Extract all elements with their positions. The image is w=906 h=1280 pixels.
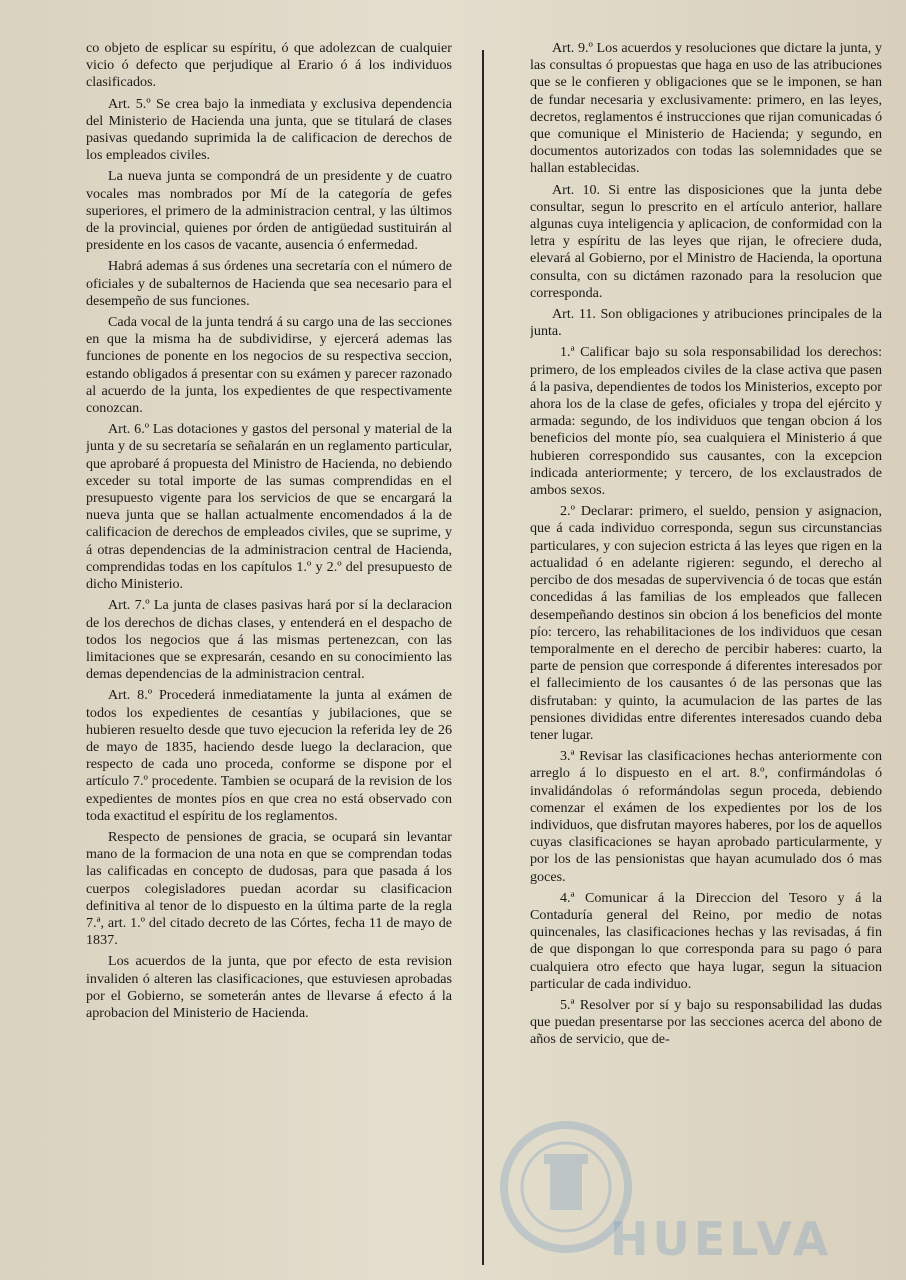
list-item-paragraph: 5.ª Resolver por sí y bajo su responsabilidad las dudas que puedan presentarse por las secciones acerca del abono de años de servicio, que de- xyxy=(530,996,882,1048)
paragraph: Art. 7.º La junta de clases pasivas hará por sí la declaracion de los derechos de dichas clases, y entenderá en el despacho de todos los negocios que á las mismas pertenezcan, con las limitaciones que se expresarán, cesando en su conocimiento las demas dependencias de la administracion central. xyxy=(86,597,452,683)
text-column-right xyxy=(530,40,882,1274)
paragraph: La nueva junta se compondrá de un presidente y de cuatro vocales mas nombrados por Mí de la categoría de gefes superiores, el primero de la administracion central, y las últimos de la provincial, quienes por órden de antigüedad sustituirán al presidente en los casos de vacante, ausencia ó enfermedad. xyxy=(86,168,452,254)
paragraph: Art. 5.º Se crea bajo la inmediata y exclusiva dependencia del Ministerio de Hacienda una junta, que se titulará de clases pasivas quedando suprimida la de calificacion de derechos de los empleados civiles. xyxy=(86,95,452,164)
paragraph: Respecto de pensiones de gracia, se ocupará sin levantar mano de la formacion de una nota en que se comprendan todas las calificadas en concepto de dudosas, para que pasada á los cuerpos colegisladores puedan acordar su clasificacion definitiva al tenor de lo dispuesto en la última parte de la regla 7.ª, art. 1.º del citado decreto de las Córtes, fecha 11 de mayo de 1837. xyxy=(86,828,452,949)
paragraph: Art. 10. Si entre las disposiciones que la junta debe consultar, segun lo prescrito en el artículo anterior, hallare algunas cuya inteligencia y aplicacion, de conformidad con la letra y espíritu de las leyes que rijan, le ofreciere duda, elevará al Gobierno, por el Ministro de Hacienda, la oportuna consulta, con su dictámen razonado para la resolucion que corresponda. xyxy=(530,181,882,301)
list-item-paragraph: 3.ª Revisar las clasificaciones hechas anteriormente con arreglo á lo dispuesto en el art. 8.º, confirmándolas ó invalidándolas ó reformándolas segun proceda, debiendo comenzar el exámen de los expedientes por los de los individuos, que disfrutan mayores haberes, por los de aquellos cuyas clasificaciones se hayan aprobado particularmente, y por los de las pensionistas que hayan acumulado dos ó mas goces. xyxy=(530,748,882,885)
watermark-text: HUELVA xyxy=(610,1212,833,1266)
paragraph: co objeto de esplicar su espíritu, ó que adolezcan de cualquier vicio ó defecto que perjudique al Erario ó á los individuos clasificados. xyxy=(86,40,452,91)
paragraph: Habrá ademas á sus órdenes una secretaría con el número de oficiales y de subalternos de Hacienda que sea necesario para el desempeño de sus funciones. xyxy=(86,258,452,309)
paragraph: Art. 6.º Las dotaciones y gastos del personal y material de la junta y de su secretaría se señalarán en un reglamento particular, que aprobaré á propuesta del Ministro de Hacienda, no debiendo exceder su total importe de las sumas comprendidas en el presupuesto vigente para los servicios de que se encargará la nueva junta que se hallan actualmente encomendados á la de calificacion de derechos de empleados civiles, que se suprime, y á otras dependencias de la administracion central de Hacienda, comprendidas todas en los capítulos 1.º y 2.º del presupuesto de dicho Ministerio. xyxy=(86,421,452,593)
column-divider xyxy=(482,50,484,1265)
list-item-paragraph: 2.º Declarar: primero, el sueldo, pension y asignacion, que á cada individuo corresponda, segun sus circunstancias particulares, y con sujecion estricta á las leyes que rigen en la actualidad ó en adelante rigieren: segundo, el derecho al percibo de dos mesadas de supervivencia ó de tocas que están concedidas á las familias de los empleados que fallecen desempeñando destinos sin obcion á los beneficios del monte pío: tercero, las rehabilitaciones de los individuos que cesan temporalmente en el derecho de percibir haberes: cuarto, la parte de pension que corresponde á diferentes interesados por el fallecimiento de los causantes ó de las personas que las disfrutaban: y quinto, la acumulacion de las partes de las pensiones divididas entre diferentes interesados cuando deba tener lugar. xyxy=(530,503,882,743)
list-item-paragraph: 4.ª Comunicar á la Direccion del Tesoro y á la Contaduría general del Reino, por medio de notas quincenales, las clasificaciones hechas y las revisadas, á fin de que dispongan lo que corresponda para su pago ó para cualquiera otro efecto que haya lugar, segun la situacion particular de cada individuo. xyxy=(530,889,882,992)
list-item-paragraph: 1.ª Calificar bajo su sola responsabilidad los derechos: primero, de los empleados civiles de la clase activa que pasen á la pasiva, dependientes de todos los Ministerios, excepto por ahora los de la clase de gefes, oficiales y tropa del ejército y armada: segundo, de los individuos que tengan obcion á los beneficios del monte pío, sea cualquiera el Ministerio á que hubieren correspondido sus causantes, con la excepcion indicada anteriormente; y tercero, de los exclaustrados de ambos sexos. xyxy=(530,344,882,499)
paragraph: Art. 9.º Los acuerdos y resoluciones que dictare la junta, y las consultas ó propuestas que haga en uso de las atribuciones que se le confieren y obligaciones que se le imponen, se han de fundar necesaria y exclusivamente: primero, en las leyes, decretos, reglamentos é instrucciones que rijan comunicadas ó que comunique el Ministerio de Hacienda; y segundo, en documentos autorizados con todas las solemnidades que se hallan establecidas. xyxy=(530,40,882,177)
paragraph: Art. 8.º Procederá inmediatamente la junta al exámen de todos los expedientes de cesantías y jubilaciones, que se hubieren resuelto desde que tuvo ejecucion la referida ley de 26 de mayo de 1835, haciendo desde luego la declaracion, que respecto de cada uno proceda, conforme se dispone por el artículo 7.º procedente. Tambien se ocupará de la revision de los expedientes de montes píos en que crea no está observado con toda exactitud el espíritu de los reglamentos. xyxy=(86,687,452,824)
text-column-left xyxy=(86,40,452,1274)
paragraph: Cada vocal de la junta tendrá á su cargo una de las secciones en que la misma ha de subdividirse, y ejercerá ademas las funciones de ponente en los negocios de su respectiva seccion, estando obligados á presentar con su exámen y parecer razonado al acuerdo de la junta, los expedientes de que respectivamente conozcan. xyxy=(86,314,452,417)
paragraph: Los acuerdos de la junta, que por efecto de esta revision invaliden ó alteren las clasificaciones, que estuviesen aprobadas por el Gobierno, se someterán antes de llevarse á efecto á la aprobacion del Ministerio de Hacienda. xyxy=(86,953,452,1021)
paragraph: Art. 11. Son obligaciones y atribuciones principales de la junta. xyxy=(530,306,882,340)
